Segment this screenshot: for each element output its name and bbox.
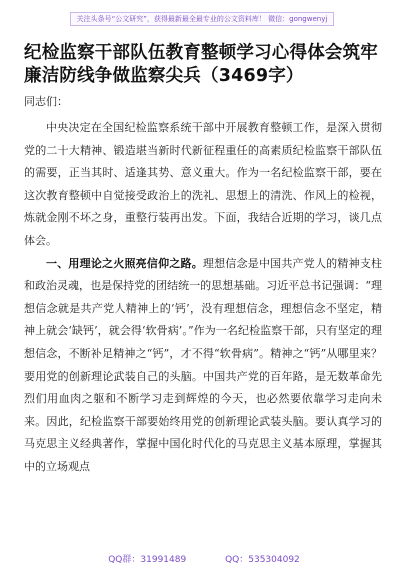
paragraph-section-1 xyxy=(24,253,382,479)
section-heading: 一、用理论之火照亮信仰之路。 xyxy=(46,256,203,270)
greeting: 同志们： xyxy=(24,95,68,108)
promo-banner: 关注头条号“公文研究”，获得最新最全最专业的公文资料库！ 微信：gongwenyj xyxy=(70,12,334,26)
footer xyxy=(0,552,408,565)
footer-qq-group: QQ群：31991489 xyxy=(108,555,187,565)
footer-qq: QQ：535304092 xyxy=(225,555,300,565)
document-title: 纪检监察干部队伍教育整顿学习心得体会筑牢廉洁防线争做监察尖兵（3469字） xyxy=(24,43,378,86)
paragraph-intro: 中央决定在全国纪检监察系统干部中开展教育整顿工作，是深入贯彻党的二十大精神、锻造堪当新时代新征程重任的高素质纪检监察干部队伍的需要，正当其时、适逢其势、意义重大。作为一名纪检监察干部，要在这次教育整顿中自觉接受政治上的洗礼、思想上的清洗、作风上的检视，炼就金刚不坏之身，重整行装再出发。下面，我结合近期的学习，谈几点体会。 xyxy=(24,121,382,247)
document-body xyxy=(24,117,382,479)
section-text: 理想信念是中国共产党人的精神支柱和政治灵魂，也是保持党的团结统一的思想基础。习近平总书记强调：“理想信念就是共产党人精神上的‘钙’，没有理想信念，理想信念不坚定，精神上就会‘缺钙’，就会得‘软骨病’。”作为一名纪检监察干部，只有坚定的理想信念，不断补足精神之“钙”，才不得“软骨病”。精神之“钙”从哪里来？要用党的创新理论武装自己的头脑。中国共产党的百年路，是无数革命先烈们用血肉之躯和不断学习走到辉煌的今天，也必然要依靠学习走向未来。因此，纪检监察干部要始终用党的创新理论武装头脑。要认真学习的马克思主义经典著作，掌握中国化时代化的马克思主义基本原理，掌握其中的立场观点 xyxy=(24,256,383,473)
